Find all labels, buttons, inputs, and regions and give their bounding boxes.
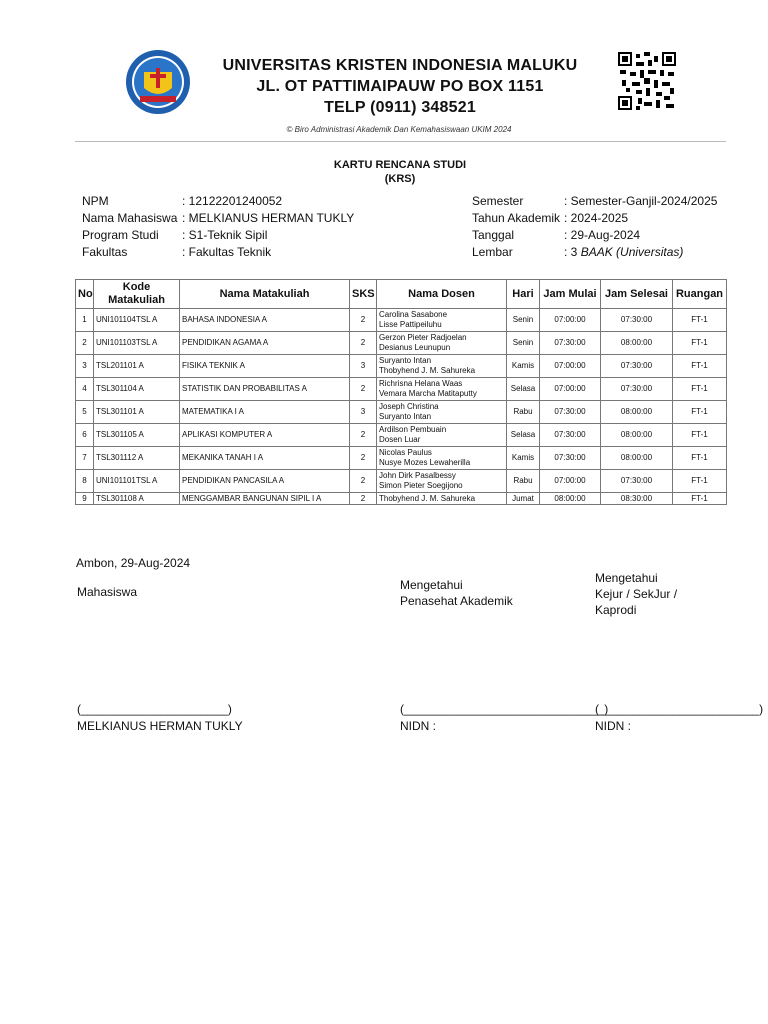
cell-nama: STATISTIK DAN PROBABILITAS A <box>180 378 350 401</box>
cell-sks: 2 <box>350 470 377 493</box>
cell-ruangan: FT-1 <box>673 378 727 401</box>
dosen-1: John Dirk Pasalbessy <box>379 471 456 480</box>
npm-label: NPM <box>82 194 109 208</box>
program-label: Program Studi <box>82 228 159 242</box>
table-row <box>76 493 727 505</box>
cell-dosen <box>377 378 507 401</box>
cell-nama: MATEMATIKA I A <box>180 401 350 424</box>
advisor-nidn: NIDN : <box>400 719 436 733</box>
cell-sks: 2 <box>350 309 377 332</box>
cell-ruangan: FT-1 <box>673 447 727 470</box>
cell-jam-selesai: 08:00:00 <box>601 401 673 424</box>
cell-sks: 2 <box>350 332 377 355</box>
dosen-2: Thobyhend J. M. Sahureka <box>379 366 476 375</box>
dosen-1: Suryanto Intan <box>379 356 432 365</box>
cell-kode: TSL301112 A <box>94 447 180 470</box>
kaprodi-label-2: Kejur / SekJur / <box>595 587 678 601</box>
cell-ruangan: FT-1 <box>673 309 727 332</box>
cell-hari: Rabu <box>507 470 540 493</box>
cell-jam-mulai: 07:00:00 <box>540 378 601 401</box>
cell-dosen <box>377 309 507 332</box>
cell-dosen <box>377 470 507 493</box>
cell-ruangan: FT-1 <box>673 424 727 447</box>
cell-kode: TSL301108 A <box>94 493 180 505</box>
kaprodi-nidn: NIDN : <box>595 719 631 733</box>
kaprodi-label-3: Kaprodi <box>595 603 637 617</box>
student-info-left <box>82 193 354 261</box>
cell-jam-mulai: 08:00:00 <box>540 493 601 505</box>
cell-dosen <box>377 332 507 355</box>
dosen-1: Carolina Sasabone <box>379 310 448 319</box>
cell-ruangan: FT-1 <box>673 401 727 424</box>
cell-jam-mulai: 07:30:00 <box>540 401 601 424</box>
col-jam-selesai: Jam Selesai <box>601 280 673 309</box>
cell-hari: Selasa <box>507 378 540 401</box>
cell-no: 7 <box>76 447 94 470</box>
cell-jam-selesai: 08:00:00 <box>601 447 673 470</box>
university-name: UNIVERSITAS KRISTEN INDONESIA MALUKU <box>222 57 578 74</box>
cell-sks: 2 <box>350 424 377 447</box>
cell-no: 1 <box>76 309 94 332</box>
header-divider <box>75 141 726 142</box>
cell-nama: PENDIDIKAN PANCASILA A <box>180 470 350 493</box>
cell-nama: MEKANIKA TANAH I A <box>180 447 350 470</box>
dosen-2: Vemara Marcha Matitaputty <box>379 389 477 398</box>
cell-kode: UNI101101TSL A <box>94 470 180 493</box>
dosen-2: Nusye Mozes Lewaherilla <box>379 458 471 467</box>
table-row <box>76 332 727 355</box>
cell-no: 8 <box>76 470 94 493</box>
sheet-value: : 3 <box>564 245 578 259</box>
cell-kode: TSL301105 A <box>94 424 180 447</box>
course-table <box>75 279 727 505</box>
cell-kode: TSL201101 A <box>94 355 180 378</box>
cell-dosen <box>377 401 507 424</box>
sheet-label: Lembar <box>472 245 513 259</box>
cell-sks: 3 <box>350 355 377 378</box>
table-row <box>76 355 727 378</box>
cell-hari: Senin <box>507 309 540 332</box>
university-header <box>200 55 600 118</box>
cell-dosen <box>377 493 507 505</box>
cell-sks: 2 <box>350 447 377 470</box>
cell-jam-selesai: 08:00:00 <box>601 332 673 355</box>
kaprodi-signature-block <box>595 570 677 618</box>
cell-sks: 2 <box>350 493 377 505</box>
cell-jam-mulai: 07:00:00 <box>540 470 601 493</box>
npm-value: : 12122201240052 <box>182 194 283 208</box>
cell-jam-selesai: 08:00:00 <box>601 424 673 447</box>
cell-jam-selesai: 08:30:00 <box>601 493 673 505</box>
dosen-1: Gerzon Pieter Radjoelan <box>379 333 467 342</box>
cell-kode: UNI101104TSL A <box>94 309 180 332</box>
cell-jam-selesai: 07:30:00 <box>601 378 673 401</box>
cell-jam-selesai: 07:30:00 <box>601 355 673 378</box>
cell-jam-mulai: 07:30:00 <box>540 447 601 470</box>
table-row <box>76 470 727 493</box>
student-signature-line: (______________________) <box>77 702 232 716</box>
cell-dosen <box>377 424 507 447</box>
university-phone: TELP (0911) 348521 <box>324 99 476 116</box>
cell-hari: Selasa <box>507 424 540 447</box>
student-name-value: : MELKIANUS HERMAN TUKLY <box>182 211 355 225</box>
dosen-2: Dosen Luar <box>379 435 421 444</box>
dosen-2: Simon Pieter Soegijono <box>379 481 463 490</box>
col-ruangan: Ruangan <box>673 280 727 309</box>
student-name: MELKIANUS HERMAN TUKLY <box>77 719 243 733</box>
cell-sks: 2 <box>350 378 377 401</box>
university-logo <box>122 48 194 116</box>
faculty-value: : Fakultas Teknik <box>182 245 272 259</box>
cell-ruangan: FT-1 <box>673 470 727 493</box>
dosen-1: Thobyhend J. M. Sahureka <box>379 493 476 503</box>
date-label: Tanggal <box>472 228 515 242</box>
table-row <box>76 447 727 470</box>
cell-kode: TSL301101 A <box>94 401 180 424</box>
cell-nama: APLIKASI KOMPUTER A <box>180 424 350 447</box>
academic-year-value: : 2024-2025 <box>564 211 629 225</box>
cell-hari: Kamis <box>507 355 540 378</box>
dosen-2: Desianus Leunupun <box>379 343 451 352</box>
col-sks: SKS <box>350 280 377 309</box>
document-title <box>270 158 530 186</box>
document-title-line2: (KRS) <box>384 173 416 185</box>
cell-dosen <box>377 355 507 378</box>
qr-code <box>616 52 678 110</box>
cell-no: 3 <box>76 355 94 378</box>
dosen-1: Joseph Christina <box>379 402 439 411</box>
cell-jam-mulai: 07:30:00 <box>540 332 601 355</box>
advisor-label-1: Mengetahui <box>400 578 463 592</box>
cell-hari: Senin <box>507 332 540 355</box>
copyright-text: © Biro Administrasi Akademik Dan Kemahasiswaan UKIM 2024 <box>286 125 512 134</box>
kaprodi-label-1: Mengetahui <box>595 571 658 585</box>
cell-nama: FISIKA TEKNIK A <box>180 355 350 378</box>
table-row <box>76 401 727 424</box>
cell-nama: MENGGAMBAR BANGUNAN SIPIL I A <box>180 493 350 505</box>
col-hari: Hari <box>507 280 540 309</box>
dosen-1: Ardilson Pembuain <box>379 425 447 434</box>
cell-no: 6 <box>76 424 94 447</box>
cell-dosen <box>377 447 507 470</box>
university-address: JL. OT PATTIMAIPAUW PO BOX 1151 <box>256 78 544 95</box>
advisor-label-2: Penasehat Akademik <box>400 594 513 608</box>
cell-jam-selesai: 07:30:00 <box>601 470 673 493</box>
col-no: No <box>76 280 94 309</box>
cell-hari: Jumat <box>507 493 540 505</box>
cell-jam-mulai: 07:30:00 <box>540 424 601 447</box>
date-value: : 29-Aug-2024 <box>564 228 641 242</box>
cell-ruangan: FT-1 <box>673 493 727 505</box>
advisor-signature-line: (______________________________) <box>400 702 609 716</box>
table-row <box>76 378 727 401</box>
cell-no: 9 <box>76 493 94 505</box>
semester-label: Semester <box>472 194 524 208</box>
cell-nama: PENDIDIKAN AGAMA A <box>180 332 350 355</box>
advisor-signature-block <box>400 577 513 609</box>
col-kode: Kode Matakuliah <box>94 280 180 309</box>
table-row <box>76 424 727 447</box>
cell-hari: Kamis <box>507 447 540 470</box>
col-jam-mulai: Jam Mulai <box>540 280 601 309</box>
cell-jam-mulai: 07:00:00 <box>540 309 601 332</box>
sheet-note: BAAK (Universitas) <box>580 245 684 259</box>
col-nama-dosen: Nama Dosen <box>377 280 507 309</box>
col-nama-matakuliah: Nama Matakuliah <box>180 280 350 309</box>
academic-year-label: Tahun Akademik <box>472 211 561 225</box>
student-name-label: Nama Mahasiswa <box>82 211 178 225</box>
cell-nama: BAHASA INDONESIA A <box>180 309 350 332</box>
semester-value: : Semester-Ganjil-2024/2025 <box>564 194 718 208</box>
cell-kode: UNI101103TSL A <box>94 332 180 355</box>
cell-ruangan: FT-1 <box>673 332 727 355</box>
dosen-2: Suryanto Intan <box>379 412 432 421</box>
student-signature-label: Mahasiswa <box>77 585 138 599</box>
cell-sks: 3 <box>350 401 377 424</box>
cell-hari: Rabu <box>507 401 540 424</box>
dosen-2: Lisse Pattipeiluhu <box>379 320 442 329</box>
cell-no: 2 <box>76 332 94 355</box>
cell-ruangan: FT-1 <box>673 355 727 378</box>
place-date: Ambon, 29-Aug-2024 <box>76 556 191 570</box>
dosen-1: Richrisna Helana Waas <box>379 379 463 388</box>
program-value: : S1-Teknik Sipil <box>182 228 268 242</box>
dosen-1: Nicolas Paulus <box>379 448 432 457</box>
cell-no: 5 <box>76 401 94 424</box>
cell-no: 4 <box>76 378 94 401</box>
cell-jam-mulai: 07:00:00 <box>540 355 601 378</box>
faculty-label: Fakultas <box>82 245 128 259</box>
table-header-row <box>76 280 727 309</box>
student-info-right <box>472 193 717 261</box>
table-row <box>76 309 727 332</box>
document-title-line1: KARTU RENCANA STUDI <box>333 159 467 171</box>
cell-kode: TSL301104 A <box>94 378 180 401</box>
kaprodi-signature-line: (________________________) <box>595 702 764 716</box>
cell-jam-selesai: 07:30:00 <box>601 309 673 332</box>
